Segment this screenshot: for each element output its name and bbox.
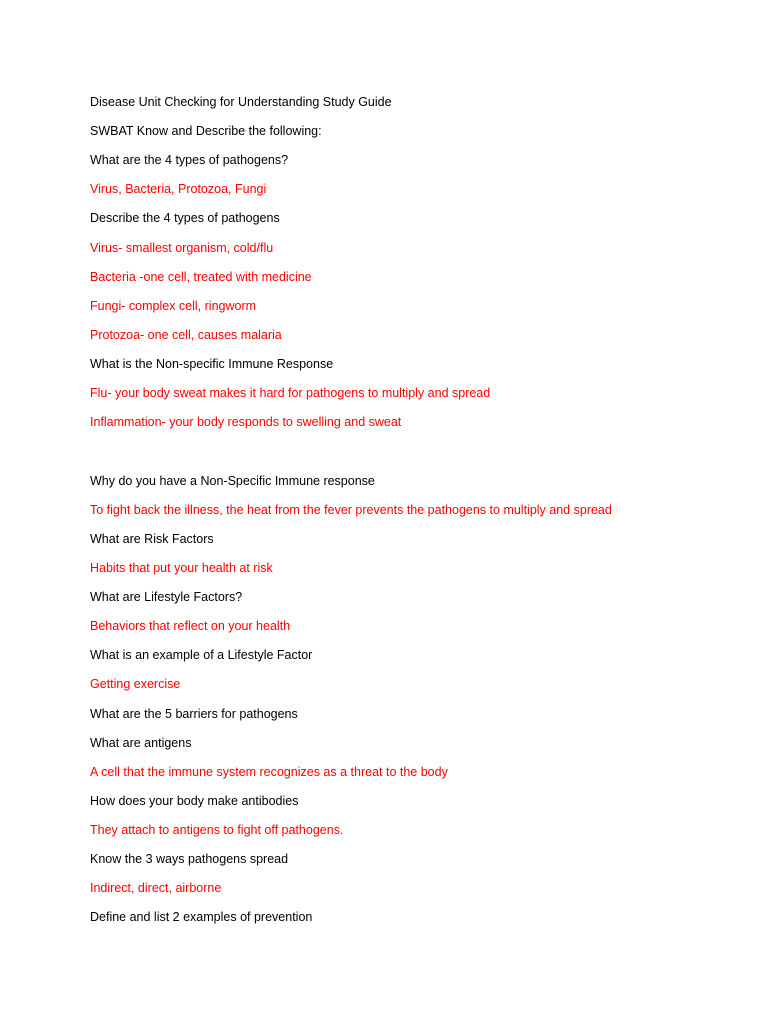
document-title: Disease Unit Checking for Understanding Study Guide [90, 95, 392, 109]
answer-pathogen-types: Virus, Bacteria, Protozoa, Fungi [90, 182, 267, 196]
answer-antibodies: They attach to antigens to fight off pathogens. [90, 823, 344, 837]
answer-protozoa: Protozoa- one cell, causes malaria [90, 328, 282, 342]
answer-lifestyle-example: Getting exercise [90, 677, 181, 691]
question-pathogen-types: What are the 4 types of pathogens? [90, 153, 289, 167]
line-swbat: SWBAT Know and Describe the following: [90, 124, 322, 138]
question-spread: Know the 3 ways pathogens spread [90, 852, 289, 866]
answer-flu: Flu- your body sweat makes it hard for pathogens to multiply and spread [90, 386, 491, 400]
question-lifestyle-factors: What are Lifestyle Factors? [90, 590, 243, 604]
answer-risk-factors: Habits that put your health at risk [90, 561, 273, 575]
answer-lifestyle-factors: Behaviors that reflect on your health [90, 619, 291, 633]
answer-why-nonspecific: To fight back the illness, the heat from the fever prevents the pathogens to multiply and spread [90, 503, 612, 517]
question-risk-factors: What are Risk Factors [90, 532, 214, 546]
question-antigens: What are antigens [90, 736, 192, 750]
question-barriers: What are the 5 barriers for pathogens [90, 707, 298, 721]
answer-spread: Indirect, direct, airborne [90, 881, 222, 895]
question-prevention: Define and list 2 examples of prevention [90, 910, 313, 924]
answer-virus: Virus- smallest organism, cold/flu [90, 241, 274, 255]
answer-fungi: Fungi- complex cell, ringworm [90, 299, 257, 313]
question-nonspecific-response: What is the Non-specific Immune Response [90, 357, 334, 371]
question-why-nonspecific: Why do you have a Non-Specific Immune response [90, 474, 375, 488]
question-lifestyle-example: What is an example of a Lifestyle Factor [90, 648, 313, 662]
answer-inflammation: Inflammation- your body responds to swelling and sweat [90, 415, 402, 429]
question-describe-pathogens: Describe the 4 types of pathogens [90, 211, 280, 225]
answer-antigens: A cell that the immune system recognizes as a threat to the body [90, 765, 448, 779]
question-antibodies: How does your body make antibodies [90, 794, 299, 808]
answer-bacteria: Bacteria -one cell, treated with medicine [90, 270, 312, 284]
